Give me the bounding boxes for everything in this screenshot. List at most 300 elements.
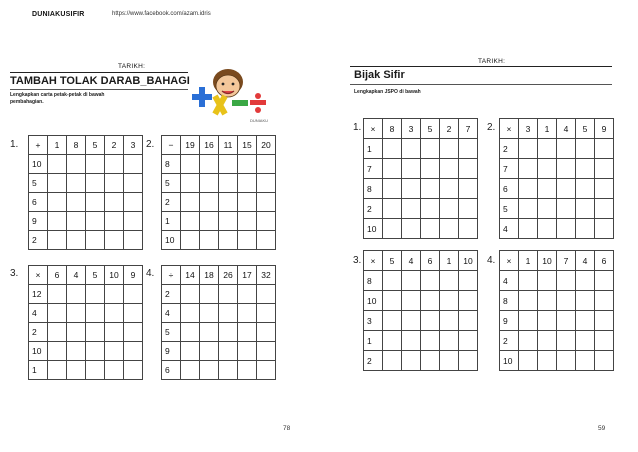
answer-cell[interactable] (421, 311, 440, 331)
answer-cell[interactable] (67, 285, 86, 304)
answer-cell[interactable] (48, 304, 67, 323)
answer-cell[interactable] (86, 212, 105, 231)
row-number-cell: 4 (162, 304, 181, 323)
operator-cell: × (364, 251, 383, 271)
answer-cell[interactable] (538, 139, 557, 159)
answer-cell[interactable] (557, 199, 576, 219)
row-number-cell: 9 (29, 212, 48, 231)
row-number-cell: 7 (500, 159, 519, 179)
left-problem-3-number: 3. (10, 268, 19, 279)
answer-cell[interactable] (421, 159, 440, 179)
answer-cell[interactable] (402, 179, 421, 199)
header-number-cell: 2 (105, 136, 124, 155)
answer-cell[interactable] (421, 351, 440, 371)
answer-cell[interactable] (105, 342, 124, 361)
grid-row (364, 291, 478, 311)
answer-cell[interactable] (421, 331, 440, 351)
answer-cell[interactable] (459, 291, 478, 311)
answer-cell[interactable] (200, 193, 219, 212)
answer-cell[interactable] (105, 212, 124, 231)
answer-cell[interactable] (48, 323, 67, 342)
answer-cell[interactable] (200, 231, 219, 250)
answer-cell[interactable] (576, 331, 595, 351)
header-number-cell: 10 (538, 251, 557, 271)
grid-row (500, 159, 614, 179)
answer-cell[interactable] (519, 199, 538, 219)
grid-row (500, 331, 614, 351)
answer-cell[interactable] (402, 311, 421, 331)
answer-cell[interactable] (459, 271, 478, 291)
answer-cell[interactable] (86, 231, 105, 250)
row-number-cell: 2 (364, 199, 383, 219)
grid-row (364, 351, 478, 371)
header-number-cell: 5 (383, 251, 402, 271)
answer-cell[interactable] (459, 351, 478, 371)
grid-row (29, 174, 143, 193)
answer-cell[interactable] (124, 174, 143, 193)
answer-cell[interactable] (238, 212, 257, 231)
answer-cell[interactable] (181, 361, 200, 380)
answer-cell[interactable] (238, 361, 257, 380)
answer-cell[interactable] (402, 219, 421, 239)
grid-row (29, 342, 143, 361)
answer-cell[interactable] (538, 159, 557, 179)
answer-cell[interactable] (67, 361, 86, 380)
row-number-cell: 10 (29, 342, 48, 361)
answer-cell[interactable] (257, 155, 276, 174)
answer-cell[interactable] (538, 291, 557, 311)
answer-cell[interactable] (595, 291, 614, 311)
answer-cell[interactable] (383, 219, 402, 239)
answer-cell[interactable] (538, 219, 557, 239)
answer-cell[interactable] (440, 219, 459, 239)
answer-cell[interactable] (257, 212, 276, 231)
answer-cell[interactable] (440, 199, 459, 219)
answer-cell[interactable] (402, 139, 421, 159)
answer-cell[interactable] (257, 174, 276, 193)
answer-cell[interactable] (86, 304, 105, 323)
header-number-cell: 7 (459, 119, 478, 139)
answer-cell[interactable] (440, 271, 459, 291)
answer-cell[interactable] (557, 311, 576, 331)
answer-cell[interactable] (124, 193, 143, 212)
answer-cell[interactable] (402, 291, 421, 311)
answer-cell[interactable] (557, 219, 576, 239)
answer-cell[interactable] (538, 331, 557, 351)
answer-cell[interactable] (67, 193, 86, 212)
answer-cell[interactable] (124, 285, 143, 304)
answer-cell[interactable] (181, 174, 200, 193)
minus-sign (232, 100, 248, 106)
row-number-cell: 9 (500, 311, 519, 331)
answer-cell[interactable] (519, 219, 538, 239)
answer-cell[interactable] (595, 351, 614, 371)
answer-cell[interactable] (402, 271, 421, 291)
answer-cell[interactable] (257, 361, 276, 380)
answer-cell[interactable] (421, 271, 440, 291)
answer-cell[interactable] (557, 159, 576, 179)
answer-cell[interactable] (421, 199, 440, 219)
right-problem-4-number: 4. (487, 255, 496, 266)
answer-cell[interactable] (67, 342, 86, 361)
header-number-cell: 8 (67, 136, 86, 155)
answer-cell[interactable] (181, 323, 200, 342)
answer-cell[interactable] (238, 155, 257, 174)
header-number-cell: 4 (557, 119, 576, 139)
answer-cell[interactable] (459, 179, 478, 199)
answer-cell[interactable] (402, 331, 421, 351)
answer-cell[interactable] (105, 304, 124, 323)
grid-row (500, 139, 614, 159)
answer-cell[interactable] (383, 159, 402, 179)
answer-cell[interactable] (181, 304, 200, 323)
answer-cell[interactable] (576, 179, 595, 199)
answer-cell[interactable] (219, 323, 238, 342)
answer-cell[interactable] (181, 231, 200, 250)
answer-cell[interactable] (519, 331, 538, 351)
answer-cell[interactable] (67, 212, 86, 231)
right-problem-1-grid (363, 118, 478, 239)
answer-cell[interactable] (219, 155, 238, 174)
row-number-cell: 10 (364, 291, 383, 311)
answer-cell[interactable] (257, 304, 276, 323)
answer-cell[interactable] (576, 159, 595, 179)
answer-cell[interactable] (557, 271, 576, 291)
answer-cell[interactable] (519, 271, 538, 291)
grid-row (29, 212, 143, 231)
row-number-cell: 2 (500, 139, 519, 159)
answer-cell[interactable] (421, 139, 440, 159)
answer-cell[interactable] (519, 179, 538, 199)
answer-cell[interactable] (67, 231, 86, 250)
answer-cell[interactable] (200, 361, 219, 380)
grid-row (162, 155, 276, 174)
row-number-cell: 9 (162, 342, 181, 361)
answer-cell[interactable] (576, 351, 595, 371)
answer-cell[interactable] (86, 155, 105, 174)
header-number-cell: 2 (440, 119, 459, 139)
row-number-cell: 5 (162, 323, 181, 342)
answer-cell[interactable] (105, 323, 124, 342)
answer-cell[interactable] (459, 311, 478, 331)
answer-cell[interactable] (459, 199, 478, 219)
answer-cell[interactable] (538, 311, 557, 331)
answer-cell[interactable] (383, 139, 402, 159)
answer-cell[interactable] (48, 285, 67, 304)
answer-cell[interactable] (595, 331, 614, 351)
math-mascot-illustration (188, 62, 270, 124)
answer-cell[interactable] (124, 155, 143, 174)
answer-cell[interactable] (421, 179, 440, 199)
answer-cell[interactable] (105, 231, 124, 250)
answer-cell[interactable] (200, 174, 219, 193)
operator-cell: × (500, 251, 519, 271)
answer-cell[interactable] (557, 331, 576, 351)
answer-cell[interactable] (459, 219, 478, 239)
answer-cell[interactable] (86, 361, 105, 380)
answer-cell[interactable] (238, 285, 257, 304)
answer-cell[interactable] (595, 159, 614, 179)
answer-cell[interactable] (459, 139, 478, 159)
row-number-cell: 12 (29, 285, 48, 304)
answer-cell[interactable] (181, 193, 200, 212)
grid-row (364, 219, 478, 239)
answer-cell[interactable] (124, 361, 143, 380)
grid-row (364, 179, 478, 199)
answer-cell[interactable] (257, 323, 276, 342)
answer-cell[interactable] (219, 212, 238, 231)
answer-cell[interactable] (519, 311, 538, 331)
answer-cell[interactable] (86, 193, 105, 212)
answer-cell[interactable] (257, 231, 276, 250)
answer-cell[interactable] (48, 231, 67, 250)
answer-cell[interactable] (86, 285, 105, 304)
row-number-cell: 8 (500, 291, 519, 311)
answer-cell[interactable] (48, 174, 67, 193)
grid-row (162, 285, 276, 304)
header-number-cell: 1 (48, 136, 67, 155)
left-problem-1-number: 1. (10, 139, 19, 150)
row-number-cell: 6 (500, 179, 519, 199)
answer-cell[interactable] (48, 212, 67, 231)
left-instruction-1: Lengkapkan carta petak-petak di bawah (10, 92, 105, 98)
answer-cell[interactable] (557, 291, 576, 311)
grid-row (162, 193, 276, 212)
answer-cell[interactable] (576, 271, 595, 291)
answer-cell[interactable] (238, 174, 257, 193)
answer-cell[interactable] (200, 155, 219, 174)
answer-cell[interactable] (557, 139, 576, 159)
answer-cell[interactable] (181, 285, 200, 304)
answer-cell[interactable] (48, 193, 67, 212)
answer-cell[interactable] (200, 285, 219, 304)
answer-cell[interactable] (124, 231, 143, 250)
header-url[interactable]: https://www.facebook.com/azam.idris (112, 11, 211, 17)
header-number-cell: 5 (86, 266, 105, 285)
answer-cell[interactable] (124, 323, 143, 342)
answer-cell[interactable] (576, 219, 595, 239)
header-number-cell: 3 (519, 119, 538, 139)
answer-cell[interactable] (383, 351, 402, 371)
answer-cell[interactable] (257, 285, 276, 304)
row-number-cell: 1 (364, 331, 383, 351)
answer-cell[interactable] (595, 219, 614, 239)
answer-cell[interactable] (105, 361, 124, 380)
answer-cell[interactable] (440, 311, 459, 331)
grid-row (29, 361, 143, 380)
answer-cell[interactable] (383, 271, 402, 291)
header-number-cell: 9 (595, 119, 614, 139)
answer-cell[interactable] (238, 342, 257, 361)
row-number-cell: 2 (29, 323, 48, 342)
answer-cell[interactable] (124, 304, 143, 323)
row-number-cell: 2 (162, 193, 181, 212)
row-number-cell: 10 (162, 231, 181, 250)
header-number-cell: 4 (67, 266, 86, 285)
answer-cell[interactable] (219, 361, 238, 380)
answer-cell[interactable] (105, 285, 124, 304)
answer-cell[interactable] (440, 291, 459, 311)
header-number-cell: 18 (200, 266, 219, 285)
answer-cell[interactable] (519, 159, 538, 179)
answer-cell[interactable] (257, 193, 276, 212)
answer-cell[interactable] (67, 174, 86, 193)
answer-cell[interactable] (538, 179, 557, 199)
grid-row (500, 271, 614, 291)
operator-cell: × (500, 119, 519, 139)
right-problem-3-number: 3. (353, 255, 362, 266)
header-number-cell: 6 (48, 266, 67, 285)
answer-cell[interactable] (383, 311, 402, 331)
header-number-cell: 16 (200, 136, 219, 155)
header-number-cell: 5 (86, 136, 105, 155)
answer-cell[interactable] (402, 199, 421, 219)
operator-cell: − (162, 136, 181, 155)
answer-cell[interactable] (576, 199, 595, 219)
row-number-cell: 7 (364, 159, 383, 179)
answer-cell[interactable] (595, 199, 614, 219)
answer-cell[interactable] (219, 304, 238, 323)
right-instruction: Lengkapkan JSPO di bawah (354, 89, 421, 95)
answer-cell[interactable] (105, 174, 124, 193)
answer-cell[interactable] (459, 159, 478, 179)
answer-cell[interactable] (200, 304, 219, 323)
answer-cell[interactable] (219, 193, 238, 212)
answer-cell[interactable] (86, 342, 105, 361)
right-tarikh-label: TARIKH: (478, 58, 506, 65)
header-number-cell: 3 (402, 119, 421, 139)
header-brand: DUNIAKUSIFIR (32, 11, 85, 18)
answer-cell[interactable] (421, 291, 440, 311)
answer-cell[interactable] (86, 174, 105, 193)
answer-cell[interactable] (440, 351, 459, 371)
grid-row (162, 361, 276, 380)
header-number-cell: 10 (105, 266, 124, 285)
row-number-cell: 5 (500, 199, 519, 219)
answer-cell[interactable] (48, 361, 67, 380)
answer-cell[interactable] (538, 199, 557, 219)
answer-cell[interactable] (105, 193, 124, 212)
answer-cell[interactable] (383, 199, 402, 219)
answer-cell[interactable] (519, 139, 538, 159)
answer-cell[interactable] (402, 159, 421, 179)
answer-cell[interactable] (538, 351, 557, 371)
answer-cell[interactable] (557, 351, 576, 371)
row-number-cell: 6 (29, 193, 48, 212)
answer-cell[interactable] (67, 155, 86, 174)
row-number-cell: 3 (364, 311, 383, 331)
answer-cell[interactable] (200, 342, 219, 361)
grid-row (29, 231, 143, 250)
answer-cell[interactable] (238, 231, 257, 250)
answer-cell[interactable] (576, 139, 595, 159)
left-tarikh-label: TARIKH: (118, 63, 146, 70)
row-number-cell: 5 (29, 174, 48, 193)
header-number-cell: 11 (219, 136, 238, 155)
answer-cell[interactable] (67, 304, 86, 323)
header-number-cell: 1 (519, 251, 538, 271)
answer-cell[interactable] (219, 285, 238, 304)
row-number-cell: 10 (29, 155, 48, 174)
grid-row (162, 342, 276, 361)
answer-cell[interactable] (576, 311, 595, 331)
answer-cell[interactable] (595, 179, 614, 199)
answer-cell[interactable] (181, 342, 200, 361)
answer-cell[interactable] (383, 291, 402, 311)
left-problem-3-grid (28, 265, 143, 380)
answer-cell[interactable] (124, 342, 143, 361)
answer-cell[interactable] (219, 342, 238, 361)
answer-cell[interactable] (238, 304, 257, 323)
left-problem-2-grid (161, 135, 276, 250)
answer-cell[interactable] (595, 139, 614, 159)
answer-cell[interactable] (459, 331, 478, 351)
right-problem-3-grid (363, 250, 478, 371)
answer-cell[interactable] (238, 323, 257, 342)
answer-cell[interactable] (440, 179, 459, 199)
row-number-cell: 4 (29, 304, 48, 323)
answer-cell[interactable] (219, 174, 238, 193)
answer-cell[interactable] (440, 159, 459, 179)
answer-cell[interactable] (124, 212, 143, 231)
answer-cell[interactable] (200, 323, 219, 342)
answer-cell[interactable] (440, 331, 459, 351)
row-number-cell: 1 (364, 139, 383, 159)
left-problem-2-number: 2. (146, 139, 155, 150)
grid-row (29, 304, 143, 323)
answer-cell[interactable] (219, 231, 238, 250)
answer-cell[interactable] (557, 179, 576, 199)
right-problem-2-number: 2. (487, 122, 496, 133)
answer-cell[interactable] (105, 155, 124, 174)
grid-row (364, 199, 478, 219)
answer-cell[interactable] (421, 219, 440, 239)
header-number-cell: 5 (421, 119, 440, 139)
header-number-cell: 19 (181, 136, 200, 155)
answer-cell[interactable] (383, 331, 402, 351)
answer-cell[interactable] (67, 323, 86, 342)
answer-cell[interactable] (238, 193, 257, 212)
answer-cell[interactable] (181, 155, 200, 174)
left-title-rule (10, 89, 188, 90)
answer-cell[interactable] (383, 179, 402, 199)
answer-cell[interactable] (538, 271, 557, 291)
divide-sign-bar (250, 100, 266, 105)
header-number-cell: 8 (383, 119, 402, 139)
answer-cell[interactable] (181, 212, 200, 231)
answer-cell[interactable] (440, 139, 459, 159)
answer-cell[interactable] (402, 351, 421, 371)
grid-row (364, 139, 478, 159)
header-number-cell: 17 (238, 266, 257, 285)
answer-cell[interactable] (257, 342, 276, 361)
answer-cell[interactable] (200, 212, 219, 231)
header-number-cell: 3 (124, 136, 143, 155)
answer-cell[interactable] (86, 323, 105, 342)
answer-cell[interactable] (595, 311, 614, 331)
grid-row (364, 271, 478, 291)
answer-cell[interactable] (519, 291, 538, 311)
grid-row (29, 323, 143, 342)
grid-row (162, 304, 276, 323)
answer-cell[interactable] (48, 342, 67, 361)
answer-cell[interactable] (595, 271, 614, 291)
grid-row (162, 174, 276, 193)
answer-cell[interactable] (48, 155, 67, 174)
row-number-cell: 2 (364, 351, 383, 371)
answer-cell[interactable] (519, 351, 538, 371)
answer-cell[interactable] (576, 291, 595, 311)
